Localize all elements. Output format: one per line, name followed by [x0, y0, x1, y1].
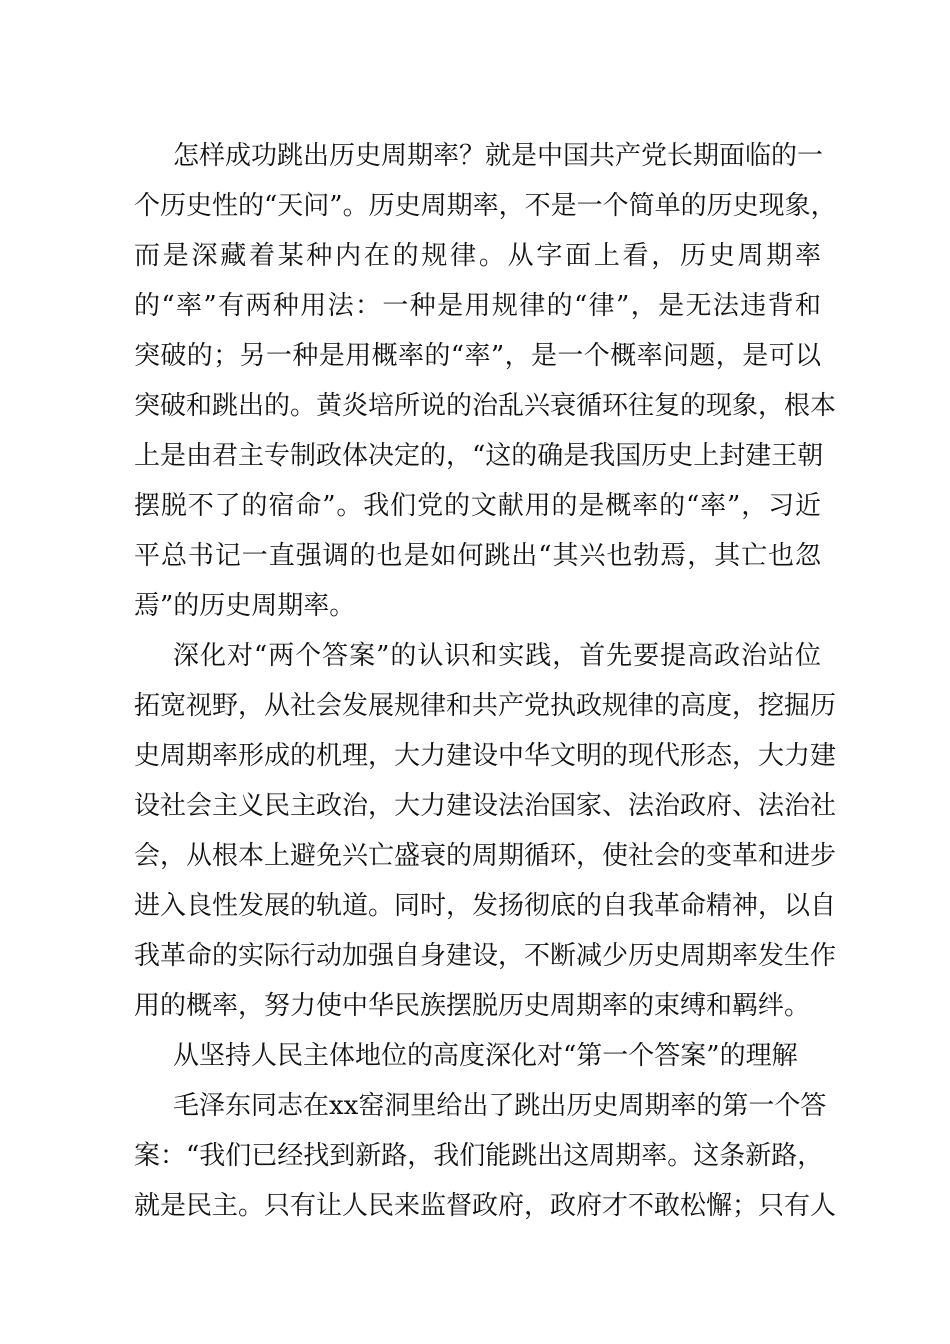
text-line: 个历史性的“天问”。历史周期率，不是一个简单的历史现象， — [134, 191, 837, 221]
text-line: 的“率”有两种用法：一种是用规律的“律”，是无法违背和 — [134, 291, 821, 321]
text-line: 我革命的实际行动加强自身建设，不断减少历史周期率发生作 — [134, 941, 837, 971]
text-line: 摆脱不了的宿命”。我们党的文献用的是概率的“率”，习近 — [134, 491, 821, 521]
text-line: 怎样成功跳出历史周期率？就是中国共产党长期面临的一 — [173, 141, 824, 171]
text-line: 深化对“两个答案”的认识和实践，首先要提高政治站位 — [173, 641, 821, 671]
text-line: 案：“我们已经找到新路，我们能跳出这周期率。这条新路， — [134, 1141, 824, 1171]
text-line: 毛泽东同志在xx窑洞里给出了跳出历史周期率的第一个答 — [173, 1091, 827, 1121]
text-line: 进入良性发展的轨道。同时，发扬彻底的自我革命精神，以自 — [134, 891, 837, 921]
text-line: 史周期率形成的机理，大力建设中华文明的现代形态，大力建 — [134, 741, 837, 771]
text-line: 焉”的历史周期率。 — [134, 591, 356, 621]
text-line: 平总书记一直强调的也是如何跳出“其兴也勃焉，其亡也忽 — [134, 541, 821, 571]
text-line: 就是民主。只有让人民来监督政府，政府才不敢松懈；只有人 — [134, 1191, 837, 1221]
section-heading: 从坚持人民主体地位的高度深化对“第一个答案”的理解 — [173, 1041, 798, 1071]
text-line: 突破的；另一种是用概率的“率”，是一个概率问题，是可以 — [134, 341, 821, 371]
text-line: 突破和跳出的。黄炎培所说的治乱兴衰循环往复的现象，根本 — [134, 391, 837, 421]
text-line: 而是深藏着某种内在的规律。从字面上看，历史周期率 — [134, 241, 821, 271]
text-line: 用的概率，努力使中华民族摆脱历史周期率的束缚和羁绊。 — [134, 991, 811, 1021]
text-line: 设社会主义民主政治，大力建设法治国家、法治政府、法治社 — [134, 791, 837, 821]
text-line: 拓宽视野，从社会发展规律和共产党执政规律的高度，挖掘历 — [134, 691, 837, 721]
text-line: 上是由君主专制政体决定的，“这的确是我国历史上封建王朝 — [134, 441, 824, 471]
text-line: 会，从根本上避免兴亡盛衰的周期循环，使社会的变革和进步 — [134, 841, 837, 871]
